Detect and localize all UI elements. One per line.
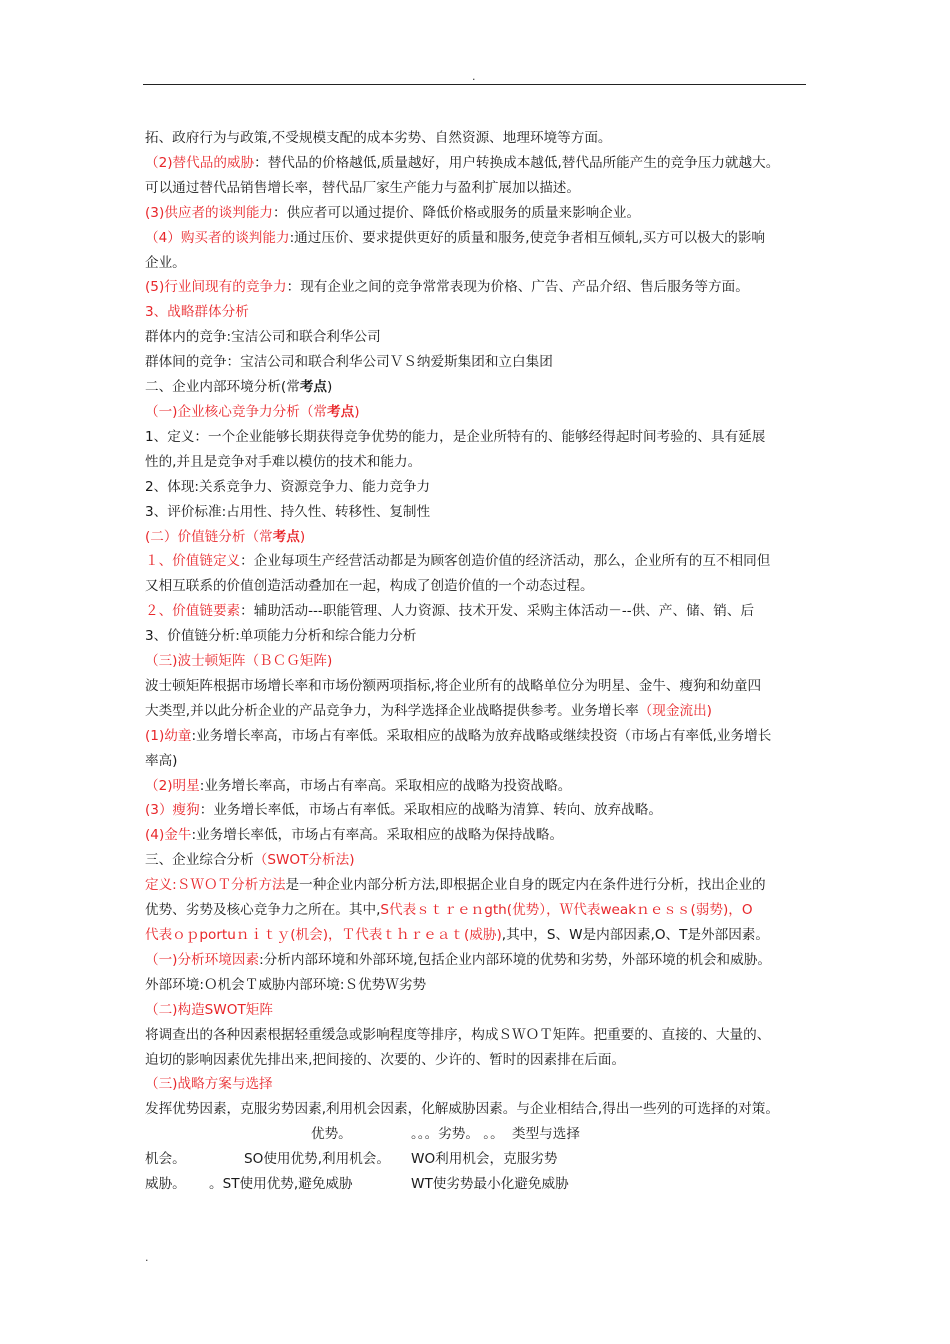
text: ：供应者可以通过提价、降低价格或服务的质量来影响企业。 — [273, 204, 641, 221]
label-cash-cow: (4)金牛 — [145, 827, 192, 844]
text: :通过压价、要求提供更好的质量和服务,使竞争者相互倾轧,买方可以极大的影响 — [289, 229, 766, 246]
heading-buyer-power: （4）购买者的谈判能力 — [145, 229, 290, 246]
swot-table — [145, 1122, 810, 1197]
table-header-type: 类型与选择 — [512, 1126, 580, 1143]
text: ：业务增长率低，市场占有率低。采取相应的战略为清算、转向、放弃战略。 — [199, 802, 662, 819]
heading-supplier-power: (3)供应者的谈判能力 — [145, 204, 274, 221]
label-value-chain-elements: ２、价值链要素 — [145, 603, 241, 620]
text: ：替代品的价格越低,质量越好，用户转换成本越低,替代品所能产生的竞争压力就越大。 — [254, 154, 780, 171]
swot-terms: S代表ｓｔｒｅｎgth(优势），Ｗ代表weakｎｅｓｓ(弱势)，O — [380, 902, 753, 919]
paragraph — [145, 774, 810, 799]
text: ,其中，S、W是内部因素,O、T是外部因素。 — [501, 927, 769, 943]
paragraph — [145, 549, 810, 574]
heading-strategic-group: 3、战略群体分析 — [145, 304, 249, 321]
paragraph — [145, 823, 810, 848]
document-body — [145, 126, 810, 1197]
paragraph — [145, 948, 810, 973]
paragraph: 群体内的竞争:宝洁公司和联合利华公司 — [145, 329, 381, 346]
paragraph — [145, 798, 810, 823]
table-header-strength: 优势。 — [311, 1126, 352, 1143]
text: (二）价值链分析（常 — [145, 528, 273, 545]
heading-swot-matrix: （二)构造SWOT矩阵 — [145, 1001, 273, 1018]
text: :分析内部环境和外部环境,包括企业内部环境的优势和劣势，外部环境的机会和威胁。 — [259, 951, 771, 968]
heading-core-competence — [145, 400, 810, 425]
bold-text: 考点 — [272, 528, 300, 545]
table-header-weakness: 。。。劣势。 。。 — [411, 1126, 504, 1143]
table-row-label-opportunity: 机会。 — [145, 1151, 186, 1168]
text: 优势、劣势及核心竞争力之所在。其中, — [145, 902, 381, 919]
paragraph — [145, 699, 810, 724]
text: 三、企业综合分析 — [145, 852, 254, 869]
paragraph: 又相互联系的价值创造活动叠加在一起，构成了创造价值的一个动态过程。 — [145, 578, 594, 595]
table-cell-so: SO使用优势,利用机会。 — [244, 1151, 390, 1168]
section-heading-internal — [145, 375, 810, 400]
paragraph — [145, 599, 810, 624]
paragraph: 波士顿矩阵根据市场增长率和市场份额两项指标,将企业所有的战略单位分为明星、金牛、瘦狗和幼童四 — [145, 677, 762, 694]
paragraph — [145, 898, 810, 923]
heading-strategy-selection: （三)战略方案与选择 — [145, 1076, 273, 1093]
paragraph: 将调查出的各种因素根据轻重缓急或影响程度等排序，构成ＳＷＯＴ矩阵。把重要的、直接的、大量的、 — [145, 1026, 771, 1043]
paragraph: 2、体现:关系竞争力、资源竞争力、能力竞争力 — [145, 478, 431, 495]
label-question-mark: (1)幼童 — [145, 727, 192, 744]
table-cell-st: 。ST使用优势,避免威胁 — [209, 1176, 353, 1193]
paragraph: 3、价值链分析:单项能力分析和综合能力分析 — [145, 628, 417, 645]
text: ：现有企业之间的竞争常常表现为价格、广告、产品介绍、售后服务等方面。 — [286, 279, 749, 296]
paragraph — [145, 275, 810, 300]
paragraph — [145, 923, 810, 948]
text: :业务增长率高，市场占有率低。采取相应的战略为放弃战略或继续投资（市场占有率低,业务增长 — [191, 727, 772, 744]
paragraph: 发挥优势因素，克服劣势因素,利用机会因素，化解威胁因素。与企业相结合,得出一些列的可选择的对策。 — [145, 1101, 779, 1118]
header-rule — [143, 84, 806, 85]
paragraph: 1、定义：一个企业能够长期获得竞争优势的能力，是企业所特有的、能够经得起时间考验的、具有延展 — [145, 428, 766, 445]
text: 是一种企业内部分析方法,即根据企业自身的既定内在条件进行分析，找出企业的 — [285, 877, 766, 894]
heading-bcg-matrix: （三)波士顿矩阵（ＢＣＧ矩阵) — [145, 653, 333, 670]
paragraph — [145, 151, 810, 176]
paragraph: 迫切的影响因素优先排出来,把间接的、次要的、少许的、暂时的因素排在后面。 — [145, 1051, 626, 1068]
paragraph: 率高) — [145, 752, 178, 769]
paragraph: 群体间的竞争：宝洁公司和联合利华公司ＶＳ纳爱斯集团和立白集团 — [145, 354, 553, 371]
text: ) — [354, 403, 360, 420]
text: ) — [299, 528, 306, 545]
bold-text: 考点 — [327, 403, 355, 420]
paragraph: 拓、政府行为与政策,不受规模支配的成本劣势、自然资源、地理环境等方面。 — [145, 130, 612, 146]
text: ：企业每项生产经营活动都是为顾客创造价值的经济活动，那么，企业所有的互不相同但 — [240, 553, 771, 570]
label-environment-analysis: （一)分析环境因素 — [145, 951, 260, 968]
paragraph: 3、评价标准:占用性、持久性、转移性、复制性 — [145, 503, 431, 520]
footer-dot: . — [145, 1251, 149, 1264]
text: 二、企业内部环境分析(常 — [145, 379, 300, 396]
swot-terms: 代表ｏｐportuｎｉｔｙ(机会)，Ｔ代表ｔｈｒｅａｔ(威胁) — [145, 927, 502, 943]
text: ) — [327, 379, 333, 396]
paragraph — [145, 226, 810, 251]
paragraph — [145, 873, 810, 898]
text: :业务增长率高，市场占有率高。采取相应的战略为投资战略。 — [199, 777, 572, 794]
label-star: （2)明星 — [145, 777, 200, 794]
paragraph — [145, 724, 810, 749]
text: 大类型,并以此分析企业的产品竞争力，为科学选择企业战略提供参考。业务增长率 — [145, 702, 639, 719]
paragraph: 性的,并且是竞争对手难以模仿的技术和能力。 — [145, 453, 422, 470]
table-row-label-threat: 威胁。 — [145, 1176, 186, 1193]
paragraph — [145, 201, 810, 226]
section-heading-swot — [145, 848, 810, 873]
text: （一)企业核心竞争力分析（常 — [145, 403, 328, 420]
label-cash-outflow: （现金流出) — [638, 702, 712, 719]
text: ：辅助活动---职能管理、人力资源、技术开发、采购主体活动－--供、产、储、销、后 — [240, 603, 755, 620]
label-value-chain-definition: １、价值链定义 — [145, 553, 241, 570]
heading-rivalry: (5)行业间现有的竞争力 — [145, 279, 287, 296]
table-cell-wo: WO利用机会，克服劣势 — [411, 1151, 558, 1168]
paragraph: 可以通过替代品销售增长率，替代品厂家生产能力与盈利扩展加以描述。 — [145, 179, 580, 196]
heading-substitute-threat: （2)替代品的威胁 — [145, 154, 255, 171]
table-cell-wt: WT使劣势最小化避免威胁 — [411, 1176, 569, 1193]
bold-text: 考点 — [299, 379, 328, 396]
heading-value-chain — [145, 525, 810, 550]
paragraph: 外部环境:Ｏ机会Ｔ威胁内部环境:Ｓ优势Ｗ劣势 — [145, 976, 427, 993]
paragraph: 企业。 — [145, 254, 186, 271]
label-swot-method: （SWOT分析法) — [253, 852, 355, 869]
label-dog: (3）瘦狗 — [145, 802, 200, 819]
label-swot-definition: 定义:ＳＷＯＴ分析方法 — [145, 877, 286, 894]
text: :业务增长率低，市场占有率高。采取相应的战略为保持战略。 — [191, 827, 564, 844]
header-dot: . — [472, 70, 476, 83]
